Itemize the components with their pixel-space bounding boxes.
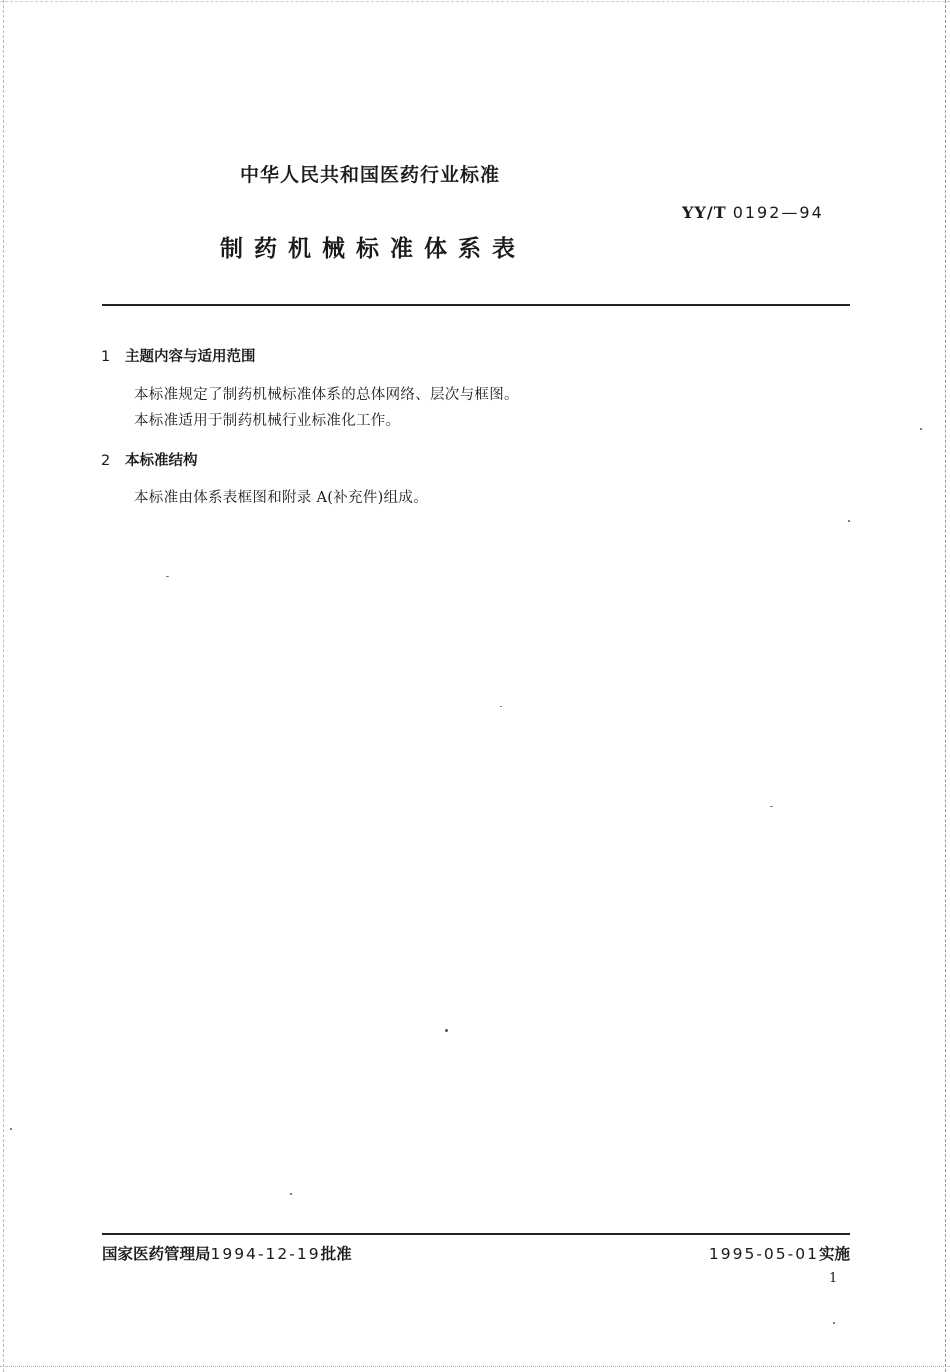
effective-suffix: 实施: [818, 1245, 850, 1263]
scan-edge-left: [3, 0, 4, 1372]
effective-line: [709, 1242, 850, 1264]
header-divider: [102, 304, 850, 306]
scan-speck: [445, 1029, 448, 1032]
approval-date: 1994-12-19: [210, 1245, 321, 1263]
approval-suffix: 批准: [320, 1245, 352, 1263]
section-heading-2: [101, 449, 198, 470]
approver: 国家医药管理局: [102, 1245, 211, 1263]
paragraph: 本标准适用于制药机械行业标准化工作。: [134, 413, 401, 429]
scan-speck: [500, 706, 502, 707]
document-title: 制药机械标准体系表: [220, 236, 526, 262]
effective-date: 1995-05-01: [708, 1245, 819, 1263]
scan-speck: [290, 1193, 292, 1195]
scan-speck: [10, 1128, 12, 1130]
section-number: 1: [101, 349, 111, 365]
scan-speck: [770, 806, 773, 807]
scan-speck: [848, 520, 850, 522]
section-title: 主题内容与适用范围: [125, 349, 256, 365]
scan-speck: [833, 1322, 835, 1324]
standard-prefix: YY/T: [682, 203, 727, 222]
standard-number: [682, 203, 824, 222]
section-heading-1: [101, 345, 256, 366]
paragraph: 本标准由体系表框图和附录 A(补充件)组成。: [134, 490, 428, 506]
approval-line: [102, 1242, 352, 1264]
scan-edge-bottom: [0, 1366, 950, 1367]
issuer-heading: 中华人民共和国医药行业标准: [240, 164, 501, 186]
paragraph: 本标准规定了制药机械标准体系的总体网络、层次与框图。: [134, 387, 519, 403]
scan-speck: [166, 576, 169, 577]
scan-edge-right: [945, 0, 946, 1372]
footer-divider: [102, 1233, 850, 1235]
standard-code: 0192—94: [732, 203, 824, 222]
scan-speck: [920, 428, 922, 430]
scan-edge-top: [0, 1, 950, 2]
section-title: 本标准结构: [125, 453, 198, 469]
section-number: 2: [101, 453, 111, 469]
page-number: 1: [829, 1271, 838, 1286]
